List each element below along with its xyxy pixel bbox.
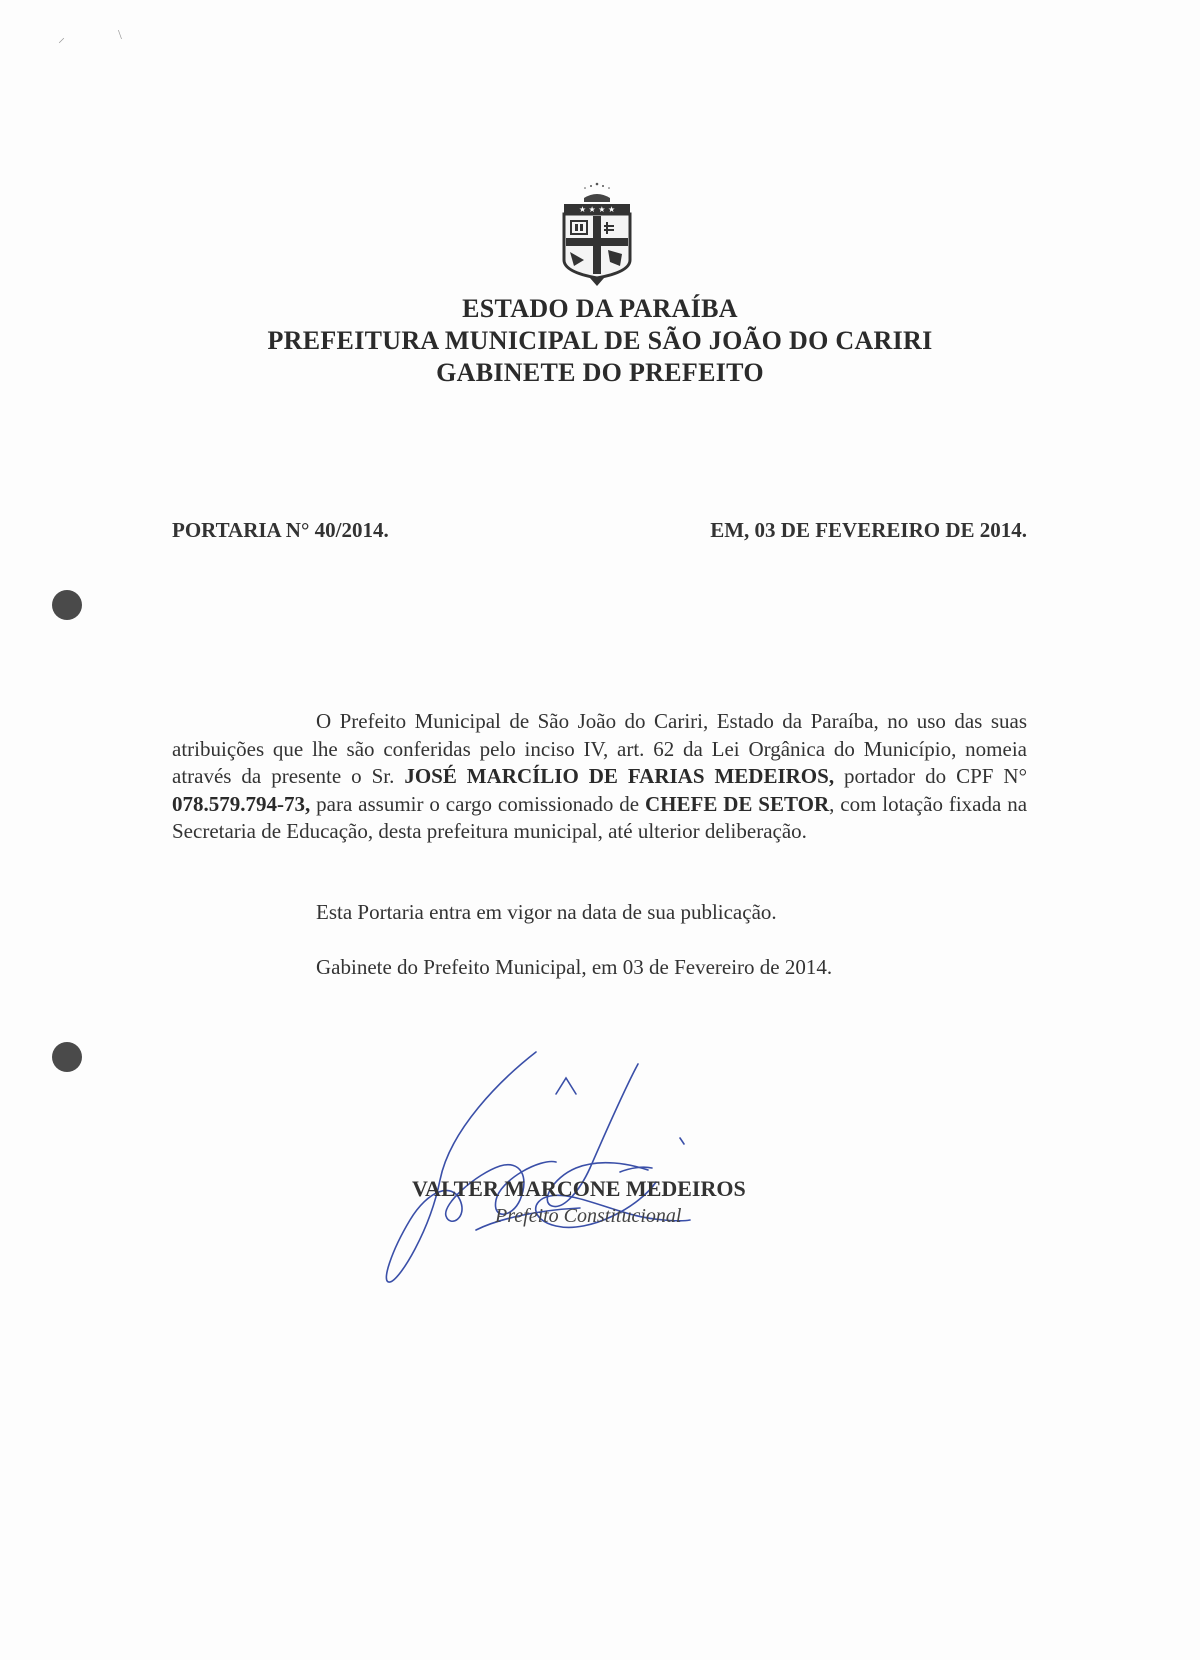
body-text-2: portador do CPF N°	[834, 764, 1027, 788]
punch-hole-icon	[52, 590, 82, 620]
appointment-paragraph	[172, 708, 1027, 846]
coat-of-arms-icon	[554, 180, 640, 290]
header-prefecture: PREFEITURA MUNICIPAL DE SÃO JOÃO DO CARIRI	[267, 326, 933, 355]
signer-role: Prefeito Constitucional	[495, 1205, 682, 1227]
punch-hole-icon	[52, 1042, 82, 1072]
portaria-date: EM, 03 DE FEVEREIRO DE 2014.	[710, 518, 1027, 542]
signer-name: VALTER MARCONE MEDEIROS	[412, 1176, 746, 1201]
body-text-4: , com lotação fixada na Secretaria de Educação, desta prefeitura municipal, até ulterior deliberação.	[172, 791, 1028, 843]
appointee-cpf: 078.579.794-73,	[172, 791, 311, 816]
header-state: ESTADO DA PARAÍBA	[462, 294, 738, 323]
body-text-3: para assumir o cargo comissionado de	[310, 791, 646, 816]
signature-icon	[380, 1050, 720, 1300]
svg-text:★ ★ ★ ★: ★ ★ ★ ★	[578, 205, 616, 214]
body-text-1: O Prefeito Municipal de São João do Cariri, Estado da Paraíba, no uso das suas atribuições que lhe são conferidas pelo inciso IV, art. 62 da Lei Orgânica do Município, nomeia através da presente o Sr.	[172, 709, 1027, 788]
appointee-role: CHEFE DE SETOR	[645, 791, 830, 816]
appointee-name: JOSÉ MARCÍLIO DE FARIAS MEDEIROS,	[404, 764, 835, 788]
vigor-paragraph: Esta Portaria entra em vigor na data de sua publicação.	[316, 900, 777, 924]
scan-speck: ⸝	[58, 31, 65, 46]
scan-speck: \	[118, 28, 122, 43]
header-office: GABINETE DO PREFEITO	[436, 358, 764, 387]
portaria-number: PORTARIA N° 40/2014.	[172, 518, 389, 542]
closing-paragraph: Gabinete do Prefeito Municipal, em 03 de Fevereiro de 2014.	[316, 955, 833, 979]
